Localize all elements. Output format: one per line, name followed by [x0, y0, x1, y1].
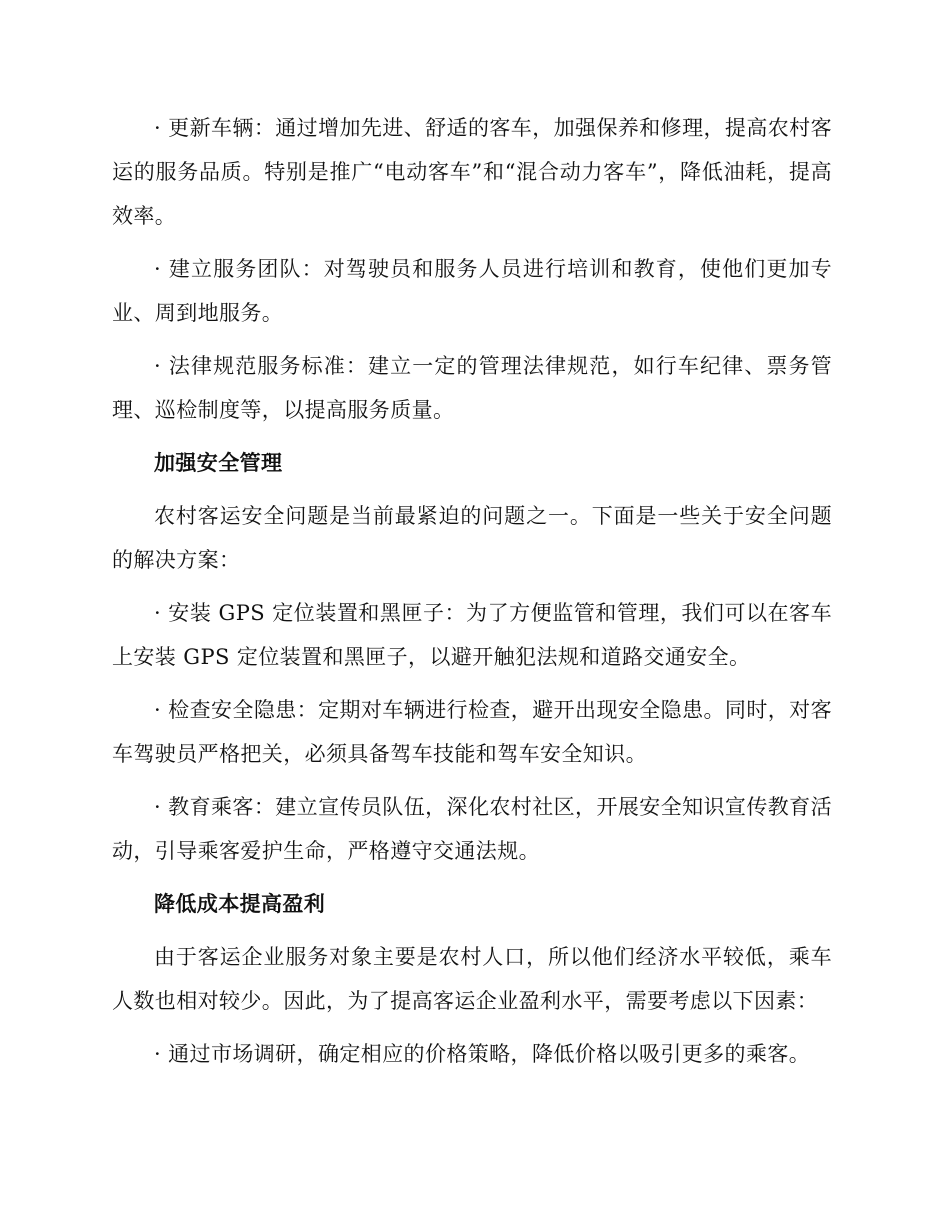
bullet-paragraph-pricing: · 通过市场调研，确定相应的价格策略，降低价格以吸引更多的乘客。 — [154, 1042, 811, 1066]
paragraph-safety-intro: 农村客运安全问题是当前最紧迫的问题之一。下面是一些关于安全问题的解决方案： — [112, 504, 832, 572]
bullet-paragraph-update-vehicles: · 更新车辆：通过增加先进、舒适的客车，加强保养和修理，提高农村客运的服务品质。特别是推广“电动客车”和“混合动力客车”，降低油耗，提高效率。 — [112, 116, 832, 228]
bullet-paragraph-service-team: · 建立服务团队：对驾驶员和服务人员进行培训和教育，使他们更加专业、周到地服务。 — [112, 257, 832, 325]
bullet-paragraph-gps: · 安装 GPS 定位装置和黑匣子：为了方便监管和管理，我们可以在客车上安装 GPS 定位装置和黑匣子，以避开触犯法规和道路交通安全。 — [112, 601, 832, 669]
bullet-paragraph-passenger-education: · 教育乘客：建立宣传员队伍，深化农村社区，开展安全知识宣传教育活动，引导乘客爱护生命，严格遵守交通法规。 — [112, 795, 832, 863]
paragraph-cost-intro: 由于客运企业服务对象主要是农村人口，所以他们经济水平较低，乘车人数也相对较少。因此，为了提高客运企业盈利水平，需要考虑以下因素： — [112, 945, 832, 1013]
section-heading-safety: 加强安全管理 — [154, 450, 283, 475]
bullet-paragraph-inspection: · 检查安全隐患：定期对车辆进行检查，避开出现安全隐患。同时，对客车驾驶员严格把关，必须具备驾车技能和驾车安全知识。 — [112, 698, 832, 766]
document-page — [112, 106, 832, 1076]
section-heading-cost: 降低成本提高盈利 — [154, 891, 326, 916]
bullet-paragraph-service-standards: · 法律规范服务标准：建立一定的管理法律规范，如行车纪律、票务管理、巡检制度等，以提高服务质量。 — [112, 354, 832, 422]
